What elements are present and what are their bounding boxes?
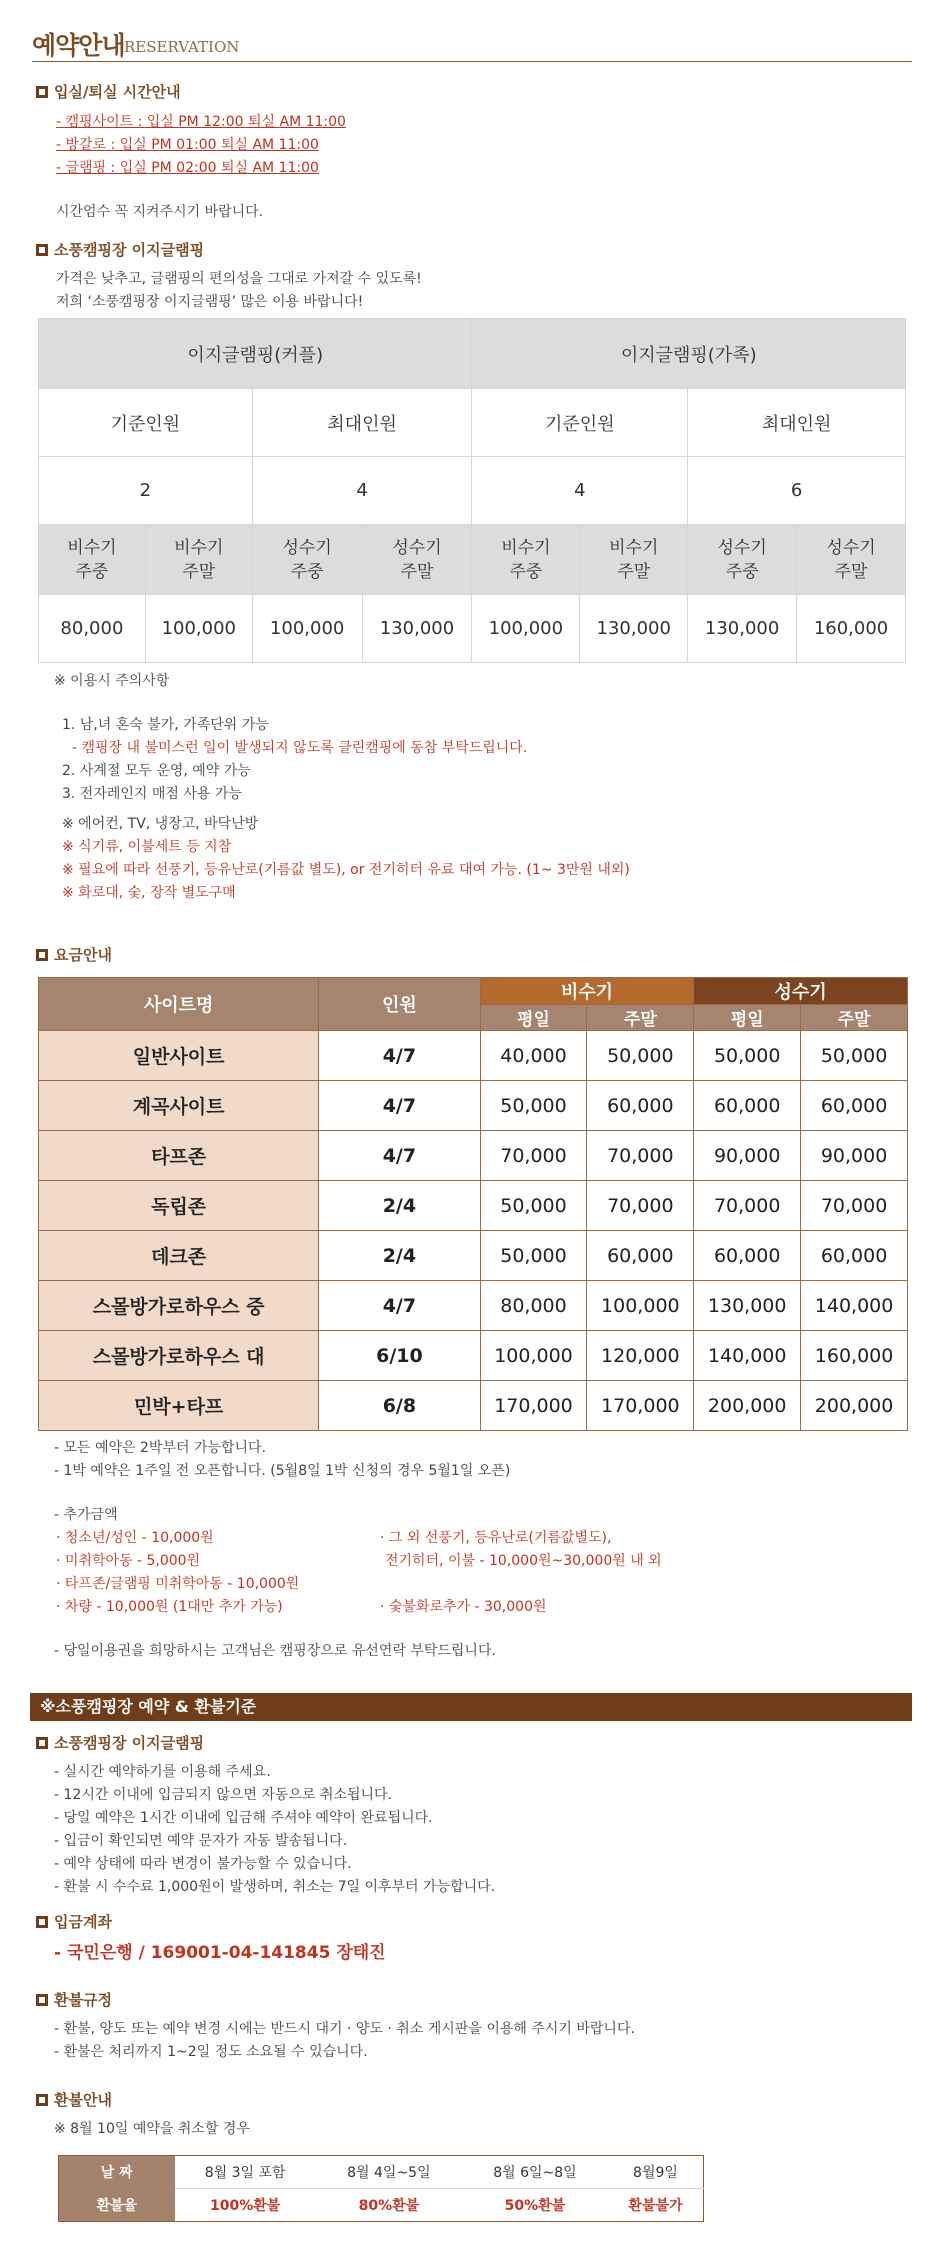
price-cell: 170,000 [587,1381,694,1431]
price-cell: 120,000 [587,1331,694,1381]
price-cell: 200,000 [694,1381,801,1431]
group-family: 이지글램핑(가족) [472,319,906,389]
price-cell: 100,000 [252,595,362,663]
col-site: 사이트명 [39,978,319,1031]
extra-item: 전기히터, 이불 - 10,000원~30,000원 내 외 [385,1553,662,1569]
refund-rate: 80%환불 [358,2198,420,2214]
checkin-heading: 입실/퇴실 시간안내 [32,82,632,102]
red-note: ※ 화로대, 숯, 장작 별도구매 [62,885,236,901]
refund-date: 8월 3일 포함 [175,2156,316,2189]
site-people: 2/4 [319,1231,480,1281]
price-cell: 50,000 [587,1031,694,1081]
price-cell: 140,000 [694,1331,801,1381]
price-cell: 130,000 [688,595,797,663]
season-header: 비수기 주말 [580,525,688,595]
price-cell: 70,000 [694,1181,801,1231]
checkin-bungalow: - 방갈로 : 입실 PM 01:00 퇴실 AM 11:00 [56,137,319,153]
price-cell: 70,000 [587,1181,694,1231]
booking-item: - 당일 예약은 1시간 이내에 입금해 주셔야 예약이 완료됩니다. [54,1810,433,1826]
account-section [32,1912,632,1932]
extra-title: - 추가금액 [54,1507,118,1523]
table-row [39,457,906,525]
refund-date: 8월9일 [608,2156,704,2189]
table-row [39,319,906,389]
refund-rate: 50%환불 [504,2198,566,2214]
booking-item: - 12시간 이내에 입금되지 않으면 자동으로 취소됩니다. [54,1787,393,1803]
col-people: 인원 [319,978,480,1031]
glamping-intro-1: 가격은 낮추고, 글램핑의 편의성을 그대로 가져갈 수 있도록! [56,271,422,287]
price-cell: 160,000 [797,595,906,663]
table-row [39,525,906,595]
square-bullet-icon [36,2094,48,2106]
season-header: 성수기 주중 [252,525,362,595]
booking-item: - 예약 상태에 따라 변경이 불가능할 수 있습니다. [54,1856,352,1872]
price-cell: 130,000 [580,595,688,663]
rate-label: 환불율 [59,2189,175,2222]
site-people: 4/7 [319,1031,480,1081]
square-bullet-icon [36,1916,48,1928]
price-cell: 60,000 [801,1231,908,1281]
extra-item: · 미취학아동 - 5,000원 [56,1553,201,1569]
glamping-table [38,318,906,663]
col-weekend: 주말 [587,1005,694,1031]
price-cell: 60,000 [587,1231,694,1281]
refund-table [58,2155,704,2222]
price-cell: 60,000 [694,1231,801,1281]
extra-item: · 그 외 선풍기, 등유난로(기름값별도), [380,1530,612,1546]
refund-date: 8월 4일~5일 [316,2156,462,2189]
booking-heading: 소풍캠핑장 이지글램핑 [32,1733,632,1753]
table-row [39,389,906,457]
rates-section [32,945,632,965]
table-row [39,1031,908,1081]
people-header: 기준인원 [39,389,253,457]
page-header [32,20,912,62]
caution-item: 3. 전자레인지 매점 사용 가능 [62,786,242,802]
price-cell: 60,000 [694,1081,801,1131]
price-cell: 130,000 [694,1281,801,1331]
glamping-heading: 소풍캠핑장 이지글램핑 [32,240,632,260]
people-value: 4 [252,457,472,525]
season-header: 비수기 주말 [145,525,252,595]
rates-heading: 요금안내 [32,945,632,965]
season-header: 성수기 주말 [797,525,906,595]
booking-item: - 환불 시 수수료 1,000원이 발생하며, 취소는 7일 이후부터 가능합니다. [54,1879,496,1895]
page-title: 예약안내 [32,31,125,60]
table-row [59,2189,704,2222]
caution-item: 1. 남,녀 혼숙 불가, 가족단위 가능 [62,717,269,733]
rates-note: - 1박 예약은 1주일 전 오픈합니다. (5월8일 1박 신청의 경우 5월1일 오픈) [54,1463,511,1479]
extra-item: · 숯불화로추가 - 30,000원 [380,1599,547,1615]
col-off-season: 비수기 [480,978,694,1005]
rates-table [38,977,908,1431]
refund-rule-section [32,1990,632,2010]
square-bullet-icon [36,86,48,98]
checkin-note: 시간엄수 꼭 지켜주시기 바랍니다. [56,204,264,220]
site-people: 6/8 [319,1381,480,1431]
refund-rule-heading: 환불규정 [32,1990,632,2010]
refund-rate: 환불불가 [628,2198,683,2214]
glamping-section [32,240,632,260]
price-cell: 80,000 [480,1281,587,1331]
caution-title: ※ 이용시 주의사항 [54,673,170,689]
checkin-glamping: - 글램핑 : 입실 PM 02:00 퇴실 AM 11:00 [56,160,319,176]
price-cell: 50,000 [694,1031,801,1081]
price-cell: 200,000 [801,1381,908,1431]
refund-rule-item: - 환불, 양도 또는 예약 변경 시에는 반드시 대기 · 양도 · 취소 게시판을 이용해 주시기 바랍니다. [54,2021,635,2037]
col-weekday: 평일 [480,1005,587,1031]
page-title-en: RESERVATION [124,38,240,56]
site-people: 2/4 [319,1181,480,1231]
site-people: 4/7 [319,1081,480,1131]
site-name: 데크존 [39,1231,319,1281]
site-name: 계곡사이트 [39,1081,319,1131]
refund-guide-heading: 환불안내 [32,2090,632,2110]
price-cell: 130,000 [362,595,472,663]
people-header: 기준인원 [472,389,688,457]
booking-item: - 입금이 확인되면 예약 문자가 자동 발송됩니다. [54,1833,348,1849]
price-cell: 70,000 [587,1131,694,1181]
booking-section [32,1733,632,1753]
price-cell: 50,000 [480,1081,587,1131]
table-row [39,1081,908,1131]
glamping-intro-2: 저희 ‘소풍캠핑장 이지글램핑’ 많은 이용 바랍니다! [56,294,364,310]
site-name: 스몰방가로하우스 중 [39,1281,319,1331]
people-value: 2 [39,457,253,525]
price-cell: 50,000 [480,1231,587,1281]
season-header: 성수기 주중 [688,525,797,595]
refund-example: ※ 8월 10일 예약을 취소할 경우 [54,2121,250,2137]
col-peak-season: 성수기 [694,978,908,1005]
price-cell: 60,000 [801,1081,908,1131]
price-cell: 90,000 [801,1131,908,1181]
people-value: 4 [472,457,688,525]
price-cell: 90,000 [694,1131,801,1181]
amenities-note: ※ 에어컨, TV, 냉장고, 바닥난방 [62,816,259,832]
extra-item: · 차량 - 10,000원 (1대만 추가 가능) [56,1599,283,1615]
table-row [39,978,908,1005]
refund-date: 8월 6일~8일 [462,2156,608,2189]
site-name: 타프존 [39,1131,319,1181]
site-people: 4/7 [319,1131,480,1181]
table-row [39,1281,908,1331]
extra-item: · 청소년/성인 - 10,000원 [56,1530,214,1546]
refund-guide-section [32,2090,632,2110]
table-row [39,1381,908,1431]
price-cell: 70,000 [801,1181,908,1231]
price-cell: 140,000 [801,1281,908,1331]
table-row [39,1231,908,1281]
red-note: ※ 식기류, 이불세트 등 지참 [62,839,232,855]
checkin-campsite: - 캠핑사이트 : 입실 PM 12:00 퇴실 AM 11:00 [56,114,346,130]
checkin-section [32,82,632,102]
account-info: - 국민은행 / 169001-04-141845 장태진 [54,1943,386,1963]
group-couple: 이지글램핑(커플) [39,319,472,389]
price-cell: 100,000 [480,1331,587,1381]
price-cell: 100,000 [472,595,580,663]
site-people: 6/10 [319,1331,480,1381]
rates-note: - 모든 예약은 2박부터 가능합니다. [54,1440,267,1456]
site-name: 민박+타프 [39,1381,319,1431]
site-people: 4/7 [319,1281,480,1331]
table-row [39,595,906,663]
people-header: 최대인원 [688,389,906,457]
table-row [39,1131,908,1181]
table-row [39,1331,908,1381]
price-cell: 70,000 [480,1131,587,1181]
booking-item: - 실시간 예약하기를 이용해 주세요. [54,1764,271,1780]
price-cell: 170,000 [480,1381,587,1431]
price-cell: 160,000 [801,1331,908,1381]
season-header: 성수기 주말 [362,525,472,595]
col-weekday: 평일 [694,1005,801,1031]
price-cell: 50,000 [480,1181,587,1231]
price-cell: 40,000 [480,1031,587,1081]
caution-item: - 캠핑장 내 불미스런 일이 발생되지 않도록 클린캠핑에 동참 부탁드립니다. [72,740,528,756]
refund-rate: 100%환불 [210,2198,281,2214]
date-label: 날 짜 [59,2156,175,2189]
people-header: 최대인원 [252,389,472,457]
refund-banner: ※소풍캠핑장 예약 & 환불기준 [30,1693,912,1721]
same-day-note: - 당일이용권을 희망하시는 고객님은 캠핑장으로 유선연락 부탁드립니다. [54,1643,496,1659]
table-row [39,1181,908,1231]
extra-item: · 타프존/글램핑 미취학아동 - 10,000원 [56,1576,300,1592]
season-header: 비수기 주중 [39,525,146,595]
refund-rule-item: - 환불은 처리까지 1~2일 정도 소요될 수 있습니다. [54,2044,368,2060]
site-name: 스몰방가로하우스 대 [39,1331,319,1381]
site-name: 일반사이트 [39,1031,319,1081]
people-value: 6 [688,457,906,525]
price-cell: 60,000 [587,1081,694,1131]
price-cell: 100,000 [587,1281,694,1331]
col-weekend: 주말 [801,1005,908,1031]
season-header: 비수기 주중 [472,525,580,595]
square-bullet-icon [36,1737,48,1749]
red-note: ※ 필요에 따라 선풍기, 등유난로(기름값 별도), or 전기히터 유료 대여 가능. (1~ 3만원 내외) [62,862,630,878]
square-bullet-icon [36,949,48,961]
caution-item: 2. 사계절 모두 운영, 예약 가능 [62,763,251,779]
account-heading: 입금계좌 [32,1912,632,1932]
square-bullet-icon [36,1994,48,2006]
price-cell: 80,000 [39,595,146,663]
table-row [59,2156,704,2189]
price-cell: 100,000 [145,595,252,663]
site-name: 독립존 [39,1181,319,1231]
price-cell: 50,000 [801,1031,908,1081]
square-bullet-icon [36,244,48,256]
